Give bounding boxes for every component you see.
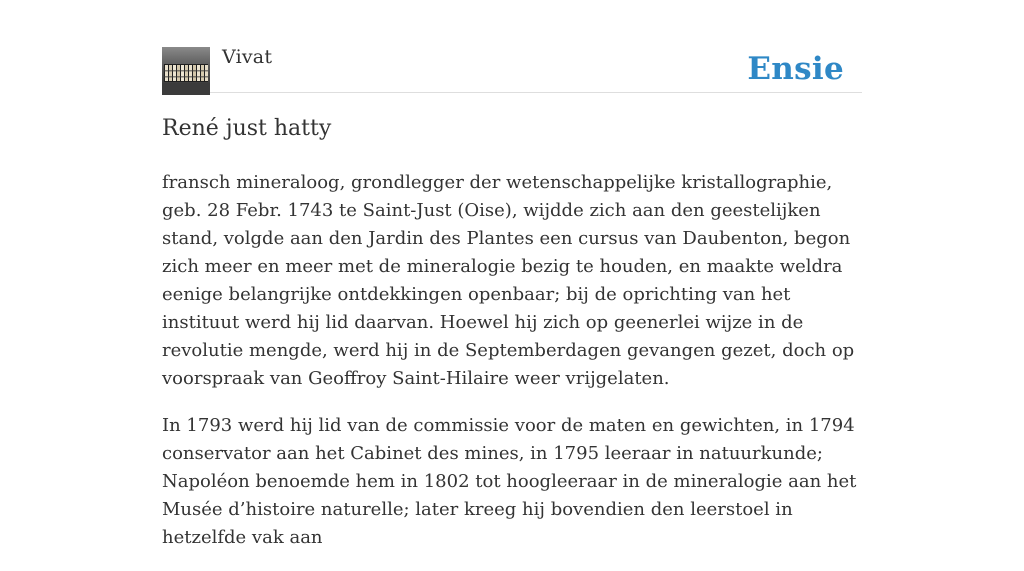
article-title: René just hatty bbox=[162, 116, 332, 141]
article-paragraph: fransch mineraloog, grondlegger der wetenschappelijke kristallographie, geb. 28 Febr. 1743 te Saint-Just (Oise), wijdde zich aan den geestelijken stand, volgde aan den Jardin des Plantes een cursus van Daubenton, begon zich meer en meer met de mineralogie bezig te houden, en maakte weldra eenige belangrijke ontdekkingen openbaar; bij de oprichting van het instituut werd hij lid daarvan. Hoewel hij zich op geenerlei wijze in de revolutie mengde, werd hij in de Septemberdagen gevangen gezet, doch op voorspraak van Geoffroy Saint-Hilaire weer vrijgelaten. bbox=[162, 172, 855, 389]
book-spines-icon bbox=[162, 47, 210, 95]
header bbox=[162, 46, 862, 93]
source-avatar[interactable] bbox=[162, 47, 210, 95]
brand-logo[interactable]: Ensie bbox=[747, 51, 844, 87]
source-name[interactable]: Vivat bbox=[222, 46, 273, 68]
article-paragraph: In 1793 werd hij lid van de commissie voor de maten en gewichten, in 1794 conservator aan het Cabinet des mines, in 1795 leeraar in natuurkunde; Napoléon benoemde hem in 1802 tot hoogleeraar in de mineralogie aan het Musée d’histoire naturelle; later kreeg hij bovendien den leerstoel in hetzelfde vak aan bbox=[162, 415, 857, 548]
article-body bbox=[162, 169, 867, 571]
